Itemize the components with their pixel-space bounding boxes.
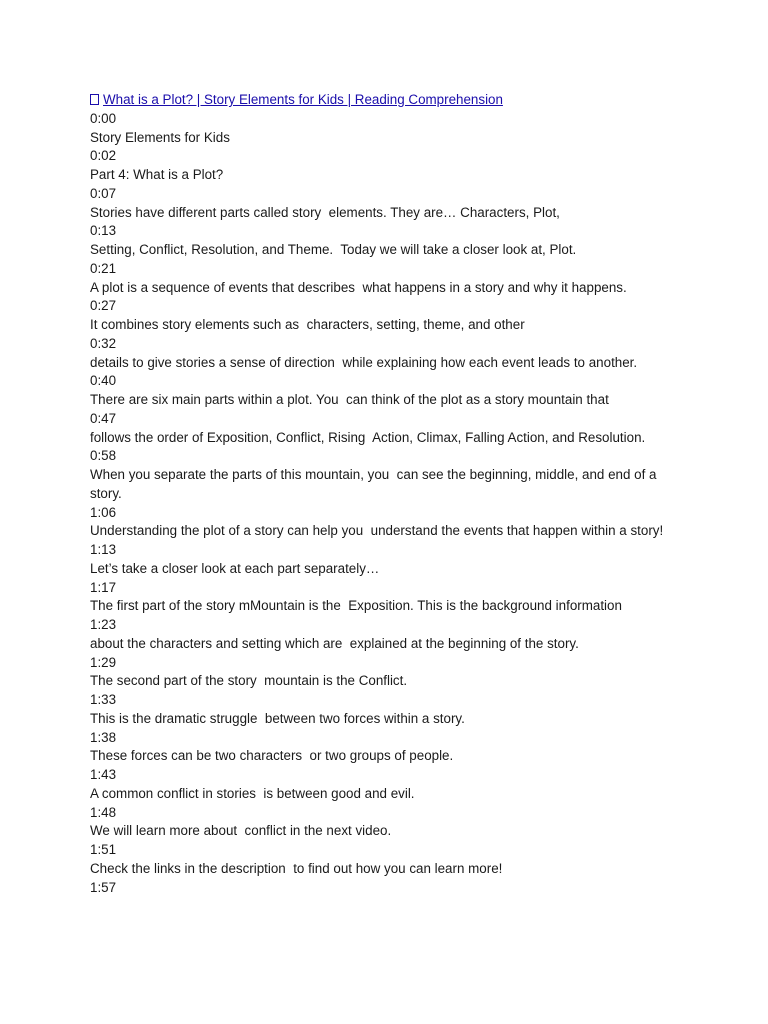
timestamp: 1:33	[90, 692, 117, 707]
transcript-entry	[90, 222, 690, 260]
transcript-line: Setting, Conflict, Resolution, and Theme. Today we will take a closer look at, Plot.	[90, 242, 577, 257]
transcript-entry	[90, 185, 690, 223]
transcript-entry	[90, 879, 690, 898]
timestamp: 1:23	[90, 617, 117, 632]
transcript-line: details to give stories a sense of direction while explaining how each event leads to another.	[90, 354, 638, 370]
timestamp: 1:43	[90, 767, 117, 782]
transcript-entry	[90, 654, 690, 692]
timestamp: 1:06	[90, 504, 117, 520]
transcript-entry	[90, 260, 690, 298]
timestamp: 0:47	[90, 410, 117, 426]
timestamp: 0:07	[90, 185, 117, 201]
transcript-line: follows the order of Exposition, Conflict, Rising Action, Climax, Falling Action, and Resolution.	[90, 429, 646, 445]
transcript-page	[90, 91, 690, 897]
timestamp: 1:51	[90, 842, 117, 857]
timestamp: 0:32	[90, 335, 117, 351]
timestamp: 0:00	[90, 110, 117, 126]
transcript-entry	[90, 804, 690, 842]
transcript-entry	[90, 766, 690, 804]
timestamp: 0:13	[90, 223, 117, 239]
transcript-entry	[90, 616, 690, 654]
transcript-line: Stories have different parts called story elements. They are… Characters, Plot,	[90, 204, 560, 220]
timestamp: 0:02	[90, 148, 117, 164]
transcript-entry	[90, 335, 690, 373]
transcript-line: Story Elements for Kids	[90, 129, 230, 145]
transcript-entry	[90, 297, 690, 335]
timestamp: 1:57	[90, 879, 117, 895]
transcript-line: We will learn more about conflict in the next video.	[90, 823, 392, 839]
timestamp: 0:58	[90, 448, 117, 464]
timestamp: 1:13	[90, 542, 117, 557]
timestamp: 1:38	[90, 729, 117, 745]
transcript-line: This is the dramatic struggle between two forces within a story.	[90, 710, 465, 726]
transcript-entry	[90, 729, 690, 767]
transcript-line: These forces can be two characters or two groups of people.	[90, 748, 454, 764]
transcript-line: Part 4: What is a Plot?	[90, 167, 224, 182]
transcript-entry	[90, 691, 690, 729]
timestamp: 1:48	[90, 804, 117, 820]
transcript-entry	[90, 541, 690, 579]
timestamp: 1:29	[90, 654, 117, 670]
transcript-entry	[90, 410, 690, 448]
transcript-line: about the characters and setting which are explained at the beginning of the story.	[90, 635, 579, 651]
transcript-line: There are six main parts within a plot. You can think of the plot as a story mountain that	[90, 392, 609, 407]
timestamp: 0:21	[90, 260, 117, 276]
timestamp: 0:27	[90, 298, 117, 314]
transcript-entry	[90, 147, 690, 185]
transcript-line: Understanding the plot of a story can help you understand the events that happen within a story!	[90, 523, 664, 539]
transcript-entry	[90, 110, 690, 148]
timestamp: 1:17	[90, 579, 117, 595]
transcript-line: The second part of the story mountain is the Conflict.	[90, 673, 408, 689]
transcript-line: A plot is a sequence of events that describes what happens in a story and why it happens.	[90, 279, 627, 295]
transcript-entry	[90, 447, 690, 503]
transcript-entry	[90, 841, 690, 879]
missing-glyph-icon	[90, 94, 99, 105]
transcript-line: A common conflict in stories is between good and evil.	[90, 785, 415, 801]
video-title-text: What is a Plot? | Story Elements for Kids | Reading Comprehension	[103, 92, 503, 107]
transcript-entry	[90, 579, 690, 617]
timestamp: 0:40	[90, 373, 117, 389]
transcript-entry	[90, 372, 690, 410]
transcript-entry	[90, 504, 690, 542]
transcript-line: Let’s take a closer look at each part separately…	[90, 560, 380, 576]
transcript-line: The first part of the story mMountain is the Exposition. This is the background information	[90, 598, 622, 614]
video-title-link[interactable]	[90, 91, 690, 110]
transcript-line: When you separate the parts of this mountain, you can see the beginning, middle, and end of a story.	[90, 467, 661, 501]
transcript-line: Check the links in the description to find out how you can learn more!	[90, 860, 503, 876]
transcript-line: It combines story elements such as characters, setting, theme, and other	[90, 317, 525, 332]
